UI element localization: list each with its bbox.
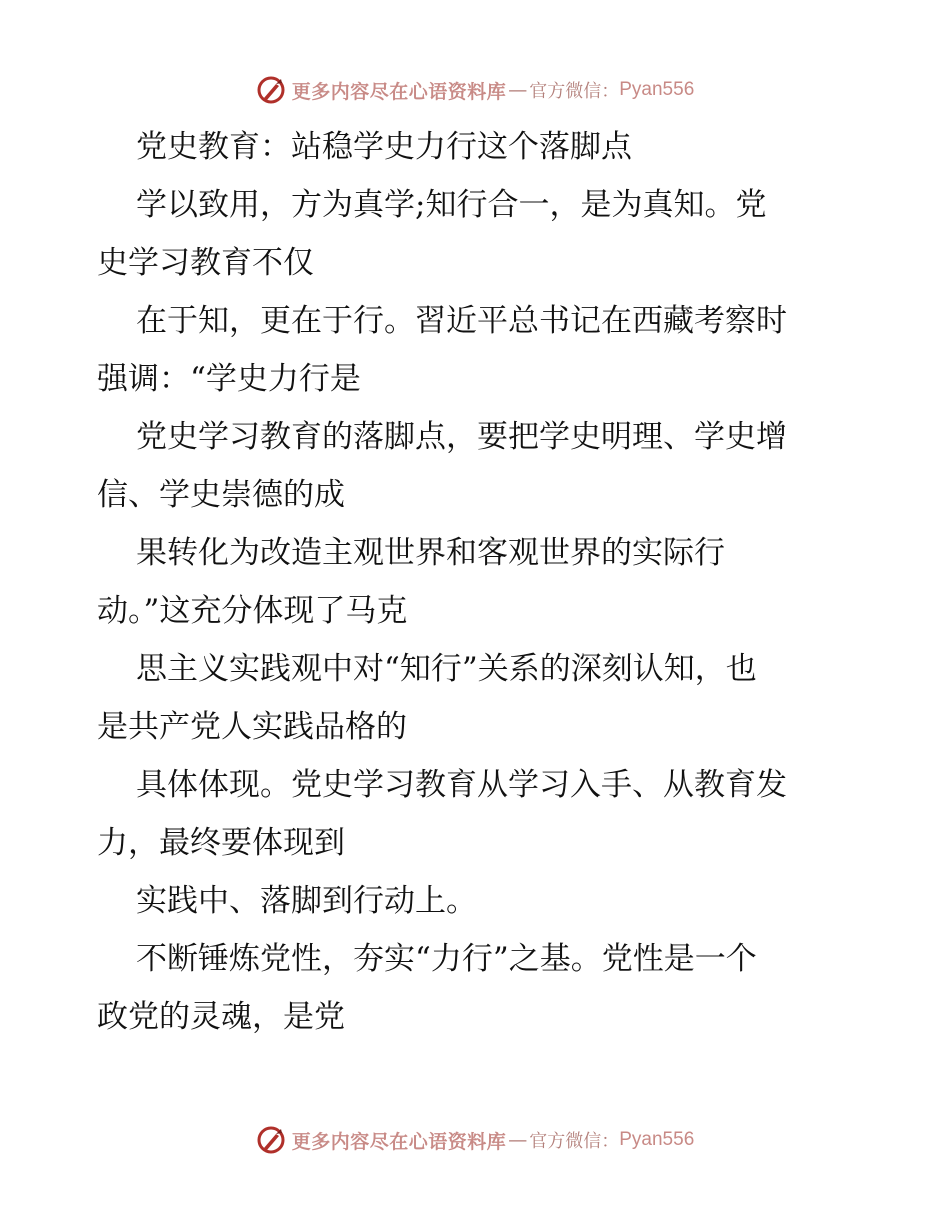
quill-logo-icon [256,1125,286,1155]
text-line: 史学习教育不仅 [97,245,314,281]
text-line: 强调：“学史力行是 [97,361,361,397]
text-line: 党史教育：站稳学史力行这个落脚点 [136,129,632,165]
text-line: 实践中、落脚到行动上。 [136,883,477,919]
footer-banner-label: 官方微信： [529,1131,620,1152]
footer-banner-separator: — [508,1129,528,1151]
text-line: 力，最终要体现到 [97,825,345,861]
text-line: 思主义实践观中对“知行”关系的深刻认知，也 [136,651,757,687]
footer-wechat-id: Pyan556 [619,1129,695,1150]
footer-banner [0,1120,950,1160]
footer-banner-text: 更多内容尽在心语资料库 [291,1130,507,1153]
paragraph [97,756,857,872]
text-line: 在于知，更在于行。習近平总书记在西藏考察时 [136,303,787,339]
text-line: 具体体现。党史学习教育从学习入手、从教育发 [136,767,787,803]
text-line: 不断锤炼党性，夯实“力行”之基。党性是一个 [136,941,757,977]
text-line: 信、学史崇德的成 [97,477,345,513]
header-banner-separator: — [508,79,528,101]
header-wechat-id: Pyan556 [619,79,695,100]
document-body [97,118,857,1046]
paragraph [97,930,857,1046]
paragraph [97,408,857,524]
header-banner-label: 官方微信： [529,81,620,102]
paragraph [97,292,857,408]
quill-logo-icon [256,75,286,105]
text-line: 学以致用，方为真学;知行合一，是为真知。党 [136,187,767,223]
paragraph [97,872,857,930]
text-line: 动。”这充分体现了马克 [97,593,408,629]
header-banner-text: 更多内容尽在心语资料库 [291,80,507,103]
text-line: 是共产党人实践品格的 [97,709,407,745]
document-title [97,118,857,176]
text-line: 果转化为改造主观世界和客观世界的实际行 [136,535,725,571]
paragraph [97,640,857,756]
paragraph [97,176,857,292]
paragraph [97,524,857,640]
text-line: 党史学习教育的落脚点，要把学史明理、学史增 [136,419,787,455]
text-line: 政党的灵魂，是党 [97,999,345,1035]
header-banner [0,70,950,110]
